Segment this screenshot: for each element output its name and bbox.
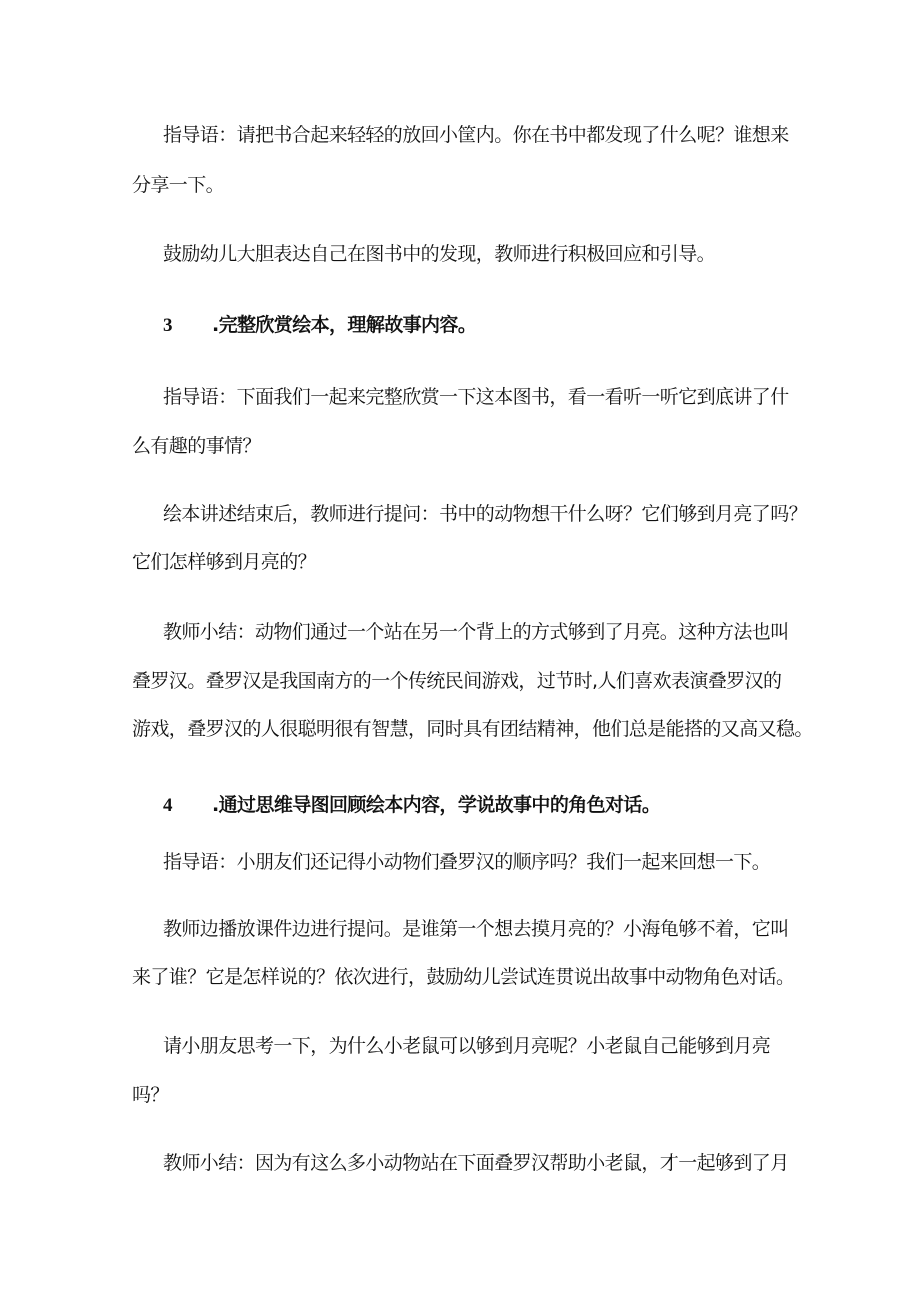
heading-number: 3 — [163, 315, 172, 336]
paragraph-line: 么有趣的事情？ — [132, 435, 261, 457]
paragraph-line: 指导语：下面我们一起来完整欣赏一下这本图书，看一看听一听它到底讲了什 — [163, 386, 789, 408]
section-heading-4 — [163, 793, 833, 818]
paragraph-line: 鼓励幼儿大胆表达自己在图书中的发现，教师进行积极回应和引导。 — [163, 243, 716, 265]
paragraph-line: 教师小结：动物们通过一个站在另一个背上的方式够到了月亮。这种方法也叫 — [163, 621, 789, 643]
paragraph-line: 游戏，叠罗汉的人很聪明很有智慧，同时具有团结精神，他们总是能搭的又高又稳。 — [132, 718, 813, 740]
heading-number: 4 — [163, 795, 172, 816]
paragraph-line: 吗？ — [132, 1084, 169, 1106]
paragraph-line: 来了谁？它是怎样说的？依次进行，鼓励幼儿尝试连贯说出故事中动物角色对话。 — [132, 966, 795, 988]
paragraph-line: 绘本讲述结束后，教师进行提问：书中的动物想干什么呀？它们够到月亮了吗？ — [163, 503, 808, 525]
paragraph-line: 叠罗汉。叠罗汉是我国南方的一个传统民间游戏，过节时,人们喜欢表演叠罗汉的 — [132, 670, 782, 692]
paragraph-line: 它们怎样够到月亮的？ — [132, 551, 317, 573]
paragraph-line: 分享一下。 — [132, 174, 225, 196]
section-heading-3 — [163, 313, 833, 338]
paragraph-line: 教师边播放课件边进行提问。是谁第一个想去摸月亮的？小海龟够不着，它叫 — [163, 918, 789, 940]
paragraph-line: 指导语：请把书合起来轻轻的放回小筐内。你在书中都发现了什么呢？谁想来 — [163, 124, 789, 146]
heading-text: .完整欣赏绘本，理解故事内容。 — [212, 314, 477, 336]
heading-text: .通过思维导图回顾绘本内容，学说故事中的角色对话。 — [212, 794, 661, 816]
paragraph-line: 指导语：小朋友们还记得小动物们叠罗汉的顺序吗？我们一起来回想一下。 — [163, 851, 771, 873]
paragraph-line: 请小朋友思考一下，为什么小老鼠可以够到月亮呢？小老鼠自己能够到月亮 — [163, 1035, 771, 1057]
paragraph-line: 教师小结：因为有这么多小动物站在下面叠罗汉帮助小老鼠，才一起够到了月 — [163, 1152, 789, 1174]
